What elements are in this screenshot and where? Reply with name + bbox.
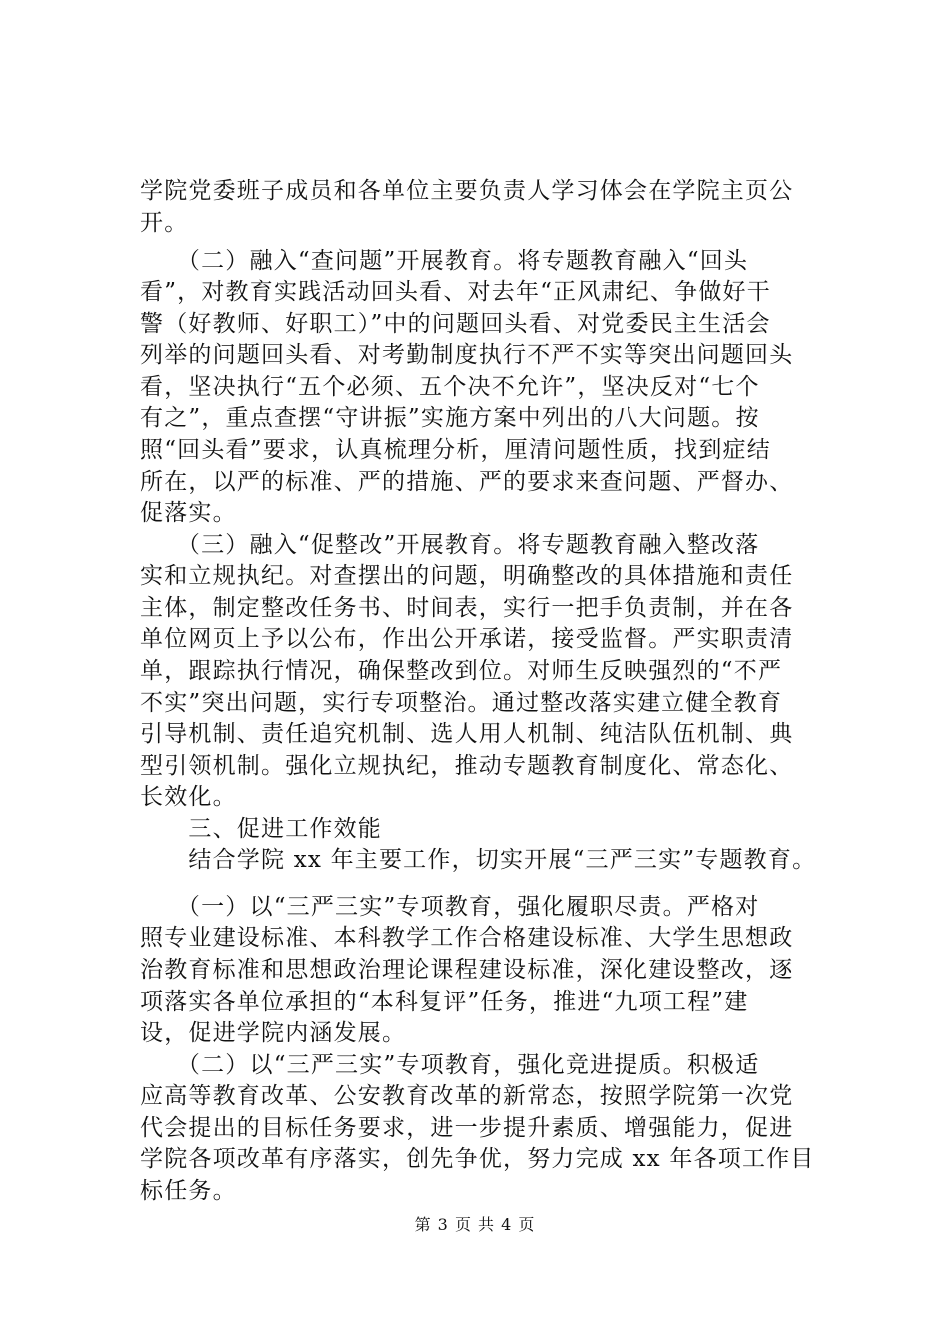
text-line: （二）融入“查问题”开展教育。将专题教育融入“回头 bbox=[140, 248, 749, 274]
text-line: （一）以“三严三实”专项教育，强化履职尽责。严格对 bbox=[140, 894, 760, 920]
text-line: 型引领机制。强化立规执纪，推动专题教育制度化、常态化、 bbox=[140, 753, 794, 779]
text-line: 三、促进工作效能 bbox=[140, 816, 382, 842]
page-footer: 第 3 页 共 4 页 bbox=[414, 1215, 536, 1234]
text-line: 单，跟踪执行情况，确保整改到位。对师生反映强烈的“不严 bbox=[140, 658, 783, 684]
text-line: （三）融入“促整改”开展教育。将专题教育融入整改落 bbox=[140, 532, 760, 558]
text-line: 列举的问题回头看、对考勤制度执行不严不实等突出问题回头 bbox=[140, 342, 794, 368]
text-line: 单位网页上予以公布，作出公开承诺，接受监督。严实职责清 bbox=[140, 626, 794, 652]
text-line: 学院各项改革有序落实，创先争优，努力完成 xx 年各项工作目 bbox=[140, 1146, 815, 1172]
text-line: 主体，制定整改任务书、时间表，实行一把手负责制，并在各 bbox=[140, 595, 794, 621]
text-line: 照“回头看”要求，认真梳理分析，厘清问题性质，找到症结 bbox=[140, 437, 771, 463]
text-line: 照专业建设标准、本科教学工作合格建设标准、大学生思想政 bbox=[140, 925, 794, 951]
text-line: 标任务。 bbox=[140, 1178, 237, 1204]
text-line: 有之”，重点查摆“守讲振”实施方案中列出的八大问题。按 bbox=[140, 405, 760, 431]
text-line: 引导机制、责任追究机制、选人用人机制、纯洁队伍机制、典 bbox=[140, 721, 794, 747]
text-line: 看”，对教育实践活动回头看、对去年“正风肃纪、争做好干 bbox=[140, 279, 771, 305]
text-line: 开。 bbox=[140, 210, 189, 236]
text-line: 长效化。 bbox=[140, 784, 237, 810]
text-line: 代会提出的目标任务要求，进一步提升素质、增强能力，促进 bbox=[140, 1115, 794, 1141]
text-line: 项落实各单位承担的“本科复评”任务，推进“九项工程”建 bbox=[140, 989, 749, 1015]
text-line: 结合学院 xx 年主要工作，切实开展“三严三实”专题教育。 bbox=[140, 847, 817, 873]
text-line: 应高等教育改革、公安教育改革的新常态，按照学院第一次党 bbox=[140, 1083, 794, 1109]
text-line: 设，促进学院内涵发展。 bbox=[140, 1020, 407, 1046]
text-line: 治教育标准和思想政治理论课程建设标准，深化建设整改，逐 bbox=[140, 957, 794, 983]
text-line: 实和立规执纪。对查摆出的问题，明确整改的具体措施和责任 bbox=[140, 563, 794, 589]
text-line: 看，坚决执行“五个必须、五个决不允许”，坚决反对“七个 bbox=[140, 374, 760, 400]
text-line: 警（好教师、好职工）”中的问题回头看、对党委民主生活会 bbox=[140, 311, 771, 337]
text-line: 不实”突出问题，实行专项整治。通过整改落实建立健全教育 bbox=[140, 690, 783, 716]
text-line: （二）以“三严三实”专项教育，强化竞进提质。积极适 bbox=[140, 1052, 760, 1078]
text-line: 学院党委班子成员和各单位主要负责人学习体会在学院主页公 bbox=[140, 178, 794, 204]
text-line: 所在，以严的标准、严的措施、严的要求来查问题、严督办、 bbox=[140, 469, 794, 495]
text-line: 促落实。 bbox=[140, 500, 237, 526]
